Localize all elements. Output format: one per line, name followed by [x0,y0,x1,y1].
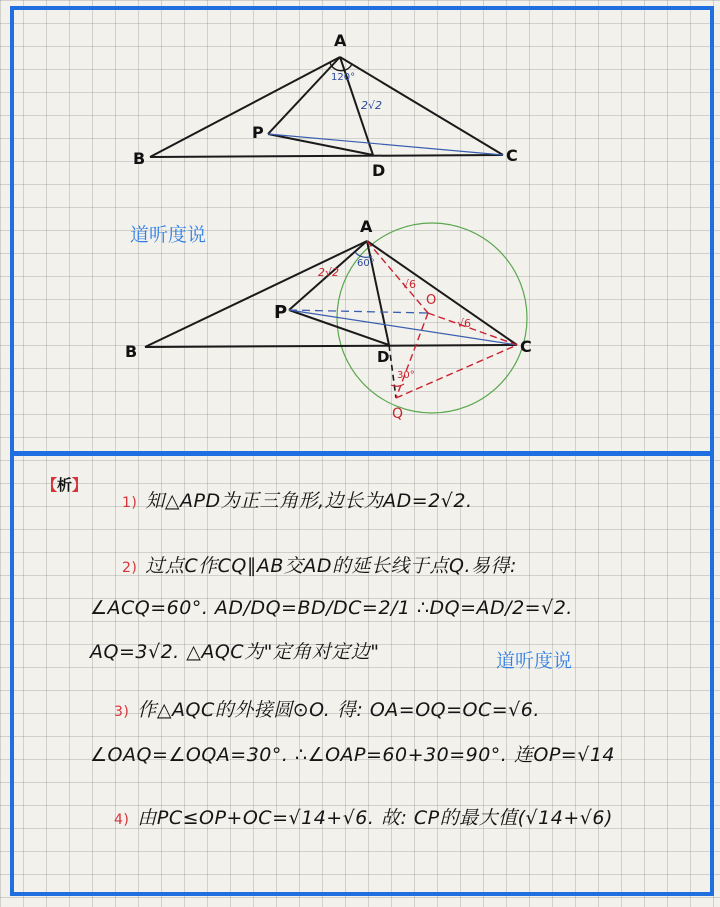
label-p: P [252,123,264,142]
tag-text: 析 [57,476,73,494]
label-q: Q [392,406,404,422]
step-3 [114,695,540,722]
step-text: 作△AQC的外接圆⊙O. 得: OA=OQ=OC=√6. [137,699,540,721]
label-d-2: D [377,348,390,366]
step-3-line-2 [90,740,615,767]
tag-close-bracket: 】 [72,476,88,494]
oc-length-label: √6 [457,317,472,330]
step-number: 4) [114,812,130,828]
segment-dq [389,345,396,398]
label-b-2: B [125,342,138,361]
label-a: A [334,31,347,50]
label-o: O [426,293,437,308]
tag-open-bracket: 【 [42,476,58,494]
ad-length-label: 2√2 [361,99,383,112]
analysis-tag [42,474,87,495]
label-b: B [133,149,146,168]
segment-bc [150,155,503,157]
watermark-bottom: 道听度说 [496,650,573,672]
segment-ac-2 [367,241,517,345]
angle-30-label: 30° [397,370,415,381]
segment-pc [268,134,503,155]
segment-pc-2 [289,310,517,345]
step-number: 1) [122,495,138,511]
label-p-2: P [274,302,288,323]
step-2-line-3 [90,637,380,664]
step-2 [122,551,517,578]
angle-30-arc [391,384,404,386]
label-c-2: C [520,337,532,356]
circumcircle-o [337,223,527,413]
angle-60-label: 60° [357,258,375,269]
step-text: 过点C作CQ∥AB交AD的延长线于点Q.易得: [145,555,517,577]
step-text: AQ=3√2. △AQC为"定角对定边" [90,641,380,663]
step-text: 由PC≤OP+OC=√14+√6. 故: CP的最大值(√14+√6) [137,807,613,829]
angle-120-label: 120° [331,72,356,83]
figure-1 [150,57,503,157]
step-2-line-2 [90,597,573,619]
step-1 [122,486,472,513]
label-a-2: A [360,217,373,236]
step-4 [114,803,613,830]
label-d: D [372,161,386,180]
step-text: ∠OAQ=∠OQA=30°. ∴∠OAP=60+30=90°. 连OP=√14 [90,744,615,766]
label-c: C [506,146,518,165]
segment-oc [428,313,517,345]
segment-ab-2 [145,241,367,347]
segment-bc-2 [145,345,517,347]
ap-length-label: 2√2 [318,266,340,279]
oa-length-label: √6 [402,278,417,291]
step-number: 2) [122,560,138,576]
step-number: 3) [114,704,130,720]
segment-pd [268,134,373,155]
step-text: 知△APD为正三角形,边长为AD=2√2. [145,490,473,512]
step-text: ∠ACQ=60°. AD/DQ=BD/DC=2/1 ∴DQ=AD/2=√2. [90,597,573,619]
watermark-top: 道听度说 [130,224,207,246]
segment-ap [268,57,340,134]
